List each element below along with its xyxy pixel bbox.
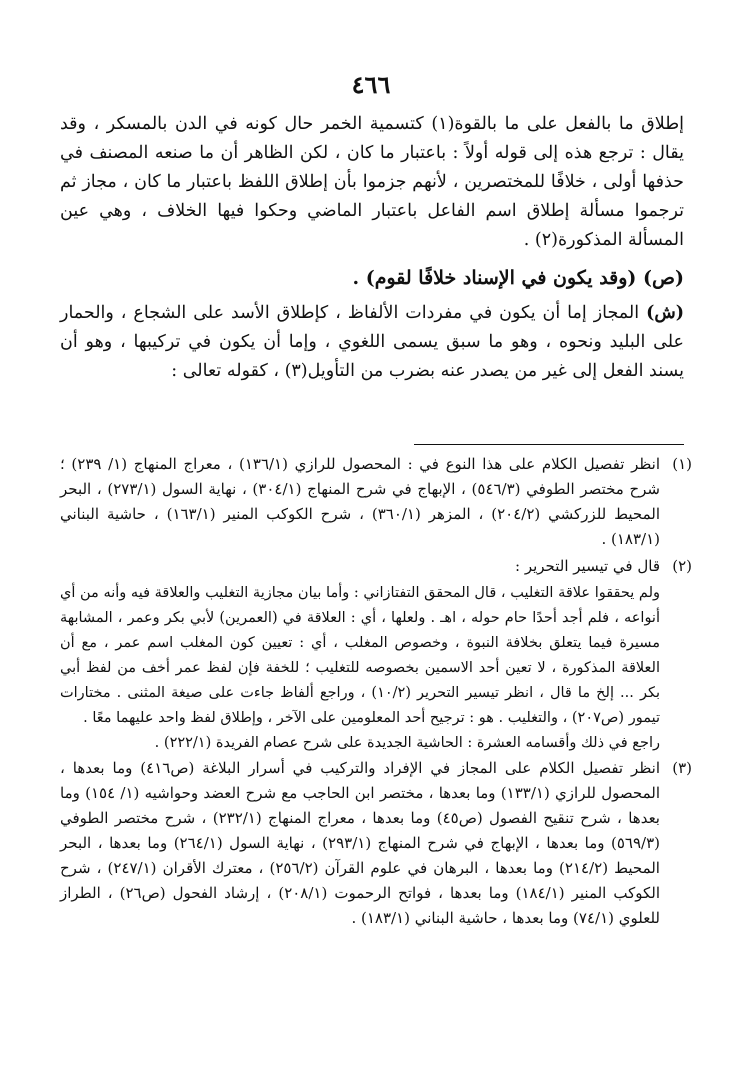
footnote-2 xyxy=(60,554,692,579)
page-number: ٤٦٦ xyxy=(351,70,391,99)
sharh-text: المجاز إما أن يكون في مفردات الألفاظ ، كإطلاق الأسد على الشجاع ، والحمار على البليد ونحوه ، وهو ما سبق يسمى اللغوي ، وإما أن يكون في تركيبها ، وهو أن يسند الفعل إلى غير من يصدر عنه بضرب من التأويل(٣) ، كقوله تعالى : xyxy=(60,303,684,381)
sharh-paragraph xyxy=(60,299,684,386)
footnote-3 xyxy=(60,756,692,931)
matn-heading xyxy=(60,261,684,295)
main-text xyxy=(60,110,684,386)
footnotes xyxy=(60,452,692,933)
footnote-separator xyxy=(414,444,684,445)
footnote-1 xyxy=(60,452,692,552)
matn-label: (ص) xyxy=(643,267,684,289)
footnote-1-text: انظر تفصيل الكلام على هذا النوع في : المحصول للرازي (١٣٦/١) ، معراج المنهاج (١/ ٢٣٩) ؛ شرح مختصر الطوفي (٥٤٦/٣) ، الإبهاج في شرح المنهاج (٣٠٤/١) ، نهاية السول (٢٧٣/١) ، البحر المحيط للزركشي (٢٠٤/٢) ، المزهر (٣٦٠/١) ، شرح الكوكب المنير (١٦٣/١) ، حاشية البناني (١٨٣/١) . xyxy=(60,455,661,548)
footnote-3-number: (٣) xyxy=(672,759,692,777)
footnote-2-intro: قال في تيسير التحرير : xyxy=(515,557,660,575)
footnote-3-text: انظر تفصيل الكلام على المجاز في الإفراد والتركيب في أسرار البلاغة (ص٤١٦) وما بعدها ، المحصول للرازي (١٣٣/١) وما بعدها ، مختصر ابن الحاجب مع شرح العضد وحواشيه (١/ ١٥٤) وما بعدها ، شرح تنقيح الفصول (ص٤٥) وما بعدها ، معراج المنهاج (٢٣٢/١) ، شرح مختصر الطوفي (٥٦٩/٣) وما بعدها ، الإبهاج في شرح المنهاج (٢٩٣/١) ، نهاية السول (٢٦٤/١) وما بعدها ، البحر المحيط (٢١٤/٢) وما بعدها ، البرهان في علوم القرآن (٢٥٦/٢) ، معترك الأقران (٢٤٧/١) ، شرح الكوكب المنير (١٨٤/١) وما بعدها ، فواتح الرحموت (٢٠٨/١) ، إرشاد الفحول (ص٢٦) ، الطراز للعلوي (٧٤/١) وما بعدها ، حاشية البناني (١٨٣/١) . xyxy=(60,759,661,927)
footnote-2-reference: راجع في ذلك وأقسامه العشرة : الحاشية الجديدة على شرح عصام الفريدة (٢٢٢/١) . xyxy=(154,735,660,751)
footnote-2-quote: ولم يحققوا علاقة التغليب ، قال المحقق التفتازاني : وأما بيان مجازية التغليب والعلاقة فيه وأنه من أي أنواعه ، فلم أجد أحدًا حام حوله ، اهـ . ولعلها ، أي : العلاقة في (العمرين) لأبي بكر وعمر ، المشابهة مسيرة فيما يتعلق بخلافة النبوة ، وخصوص المغلب ، أي : تعيين كون المغلب اسم عمر ، مع أن العلاقة المذكورة ، لا تعين أحد الاسمين بخصوصه للتغليب ؛ للخفة فإن لفظ عمر أخف من لفظ أبي بكر ... إلخ ما قال ، انظر تيسير التحرير (١٠/٢) ، وراجع ألفاظ جاءت على صيغة المثنى . مختارات تيمور (ص٢٠٧) ، والتغليب . هو : ترجيح أحد المعلومين على الآخر ، وإطلاق لفظ واحد عليهما معًا . xyxy=(60,585,660,726)
footnote-2-number: (٢) xyxy=(672,557,692,575)
sharh-label: (ش) xyxy=(646,303,684,323)
matn-text: (وقد يكون في الإسناد خلافًا لقوم) . xyxy=(352,267,637,289)
footnote-1-number: (١) xyxy=(672,455,692,473)
paragraph-opening: إطلاق ما بالفعل على ما بالقوة(١) كتسمية الخمر حال كونه في الدن بالمسكر ، وقد يقال : ترجع هذه إلى قوله أولاً : باعتبار ما كان ، لكن الظاهر أن ما صنعه المصنف في حذفها أولى ، خلافًا للمختصرين ، لأنهم جزموا بأن إطلاق اللفظ باعتبار ما كان ، مجاز ثم ترجموا مسألة إطلاق اسم الفاعل باعتبار الماضي وحكوا فيها الخلاف ، وهي عين المسألة المذكورة(٢) . xyxy=(60,114,684,250)
